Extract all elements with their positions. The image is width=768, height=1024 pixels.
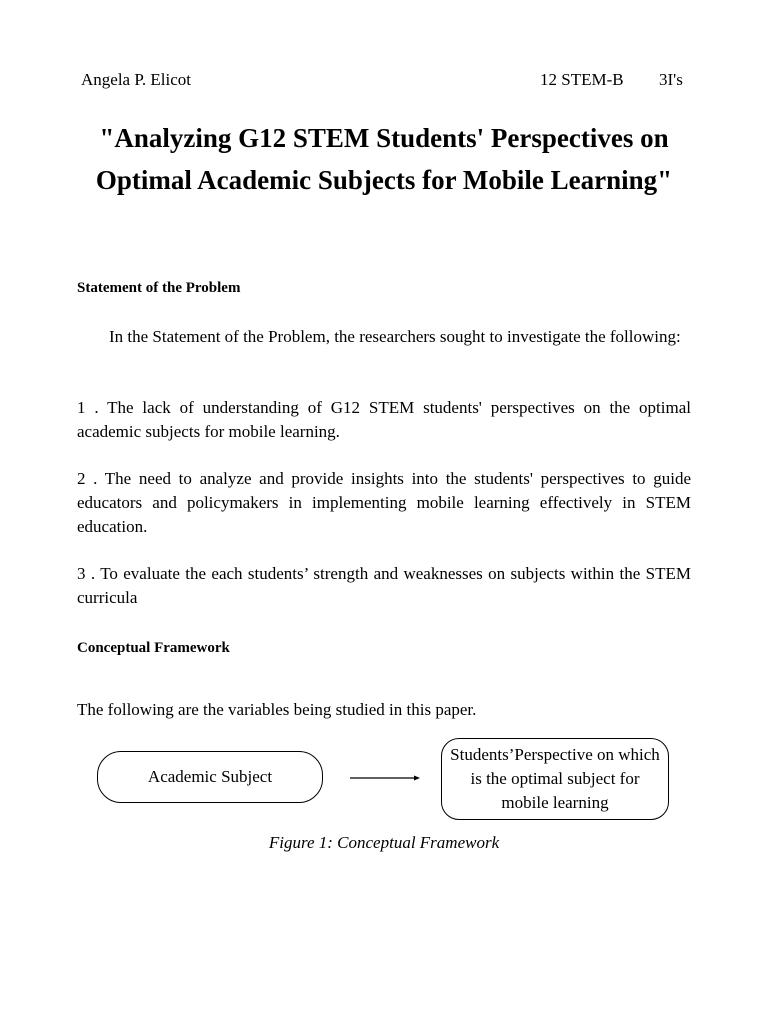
paper-title: "Analyzing G12 STEM Students' Perspectives on Optimal Academic Subjects for Mobile Learning" [95, 123, 673, 195]
framework-heading: Conceptual Framework [77, 640, 230, 656]
statement-heading: Statement of the Problem [77, 280, 241, 296]
figure-caption: Figure 1: Conceptual Framework [268, 833, 500, 852]
framework-intro: The following are the variables being studied in this paper. [77, 700, 477, 719]
arrow-right-icon [350, 772, 420, 784]
dependent-variable-box [441, 738, 669, 820]
problem-item-1: 1 . The lack of understanding of G12 STEM students' perspectives on the optimal academic subjects for mobile learning. [77, 398, 691, 441]
class-section: 12 STEM-B [540, 70, 624, 89]
group-name: 3I's [659, 70, 683, 89]
independent-variable-box [97, 751, 323, 803]
problem-item-3: 3 . To evaluate the each students’ strength and weaknesses on subjects within the STEM curricula [77, 564, 691, 607]
problem-item-2: 2 . The need to analyze and provide insights into the students' perspectives to guide educators and policymakers in implementing mobile learning effectively in STEM education. [77, 469, 691, 536]
dependent-variable-label: Students’Perspective on which is the optimal subject for mobile learning [450, 745, 660, 812]
author-name: Angela P. Elicot [81, 70, 192, 89]
independent-variable-label: Academic Subject [147, 767, 273, 786]
statement-intro: In the Statement of the Problem, the researchers sought to investigate the following: [109, 327, 681, 346]
